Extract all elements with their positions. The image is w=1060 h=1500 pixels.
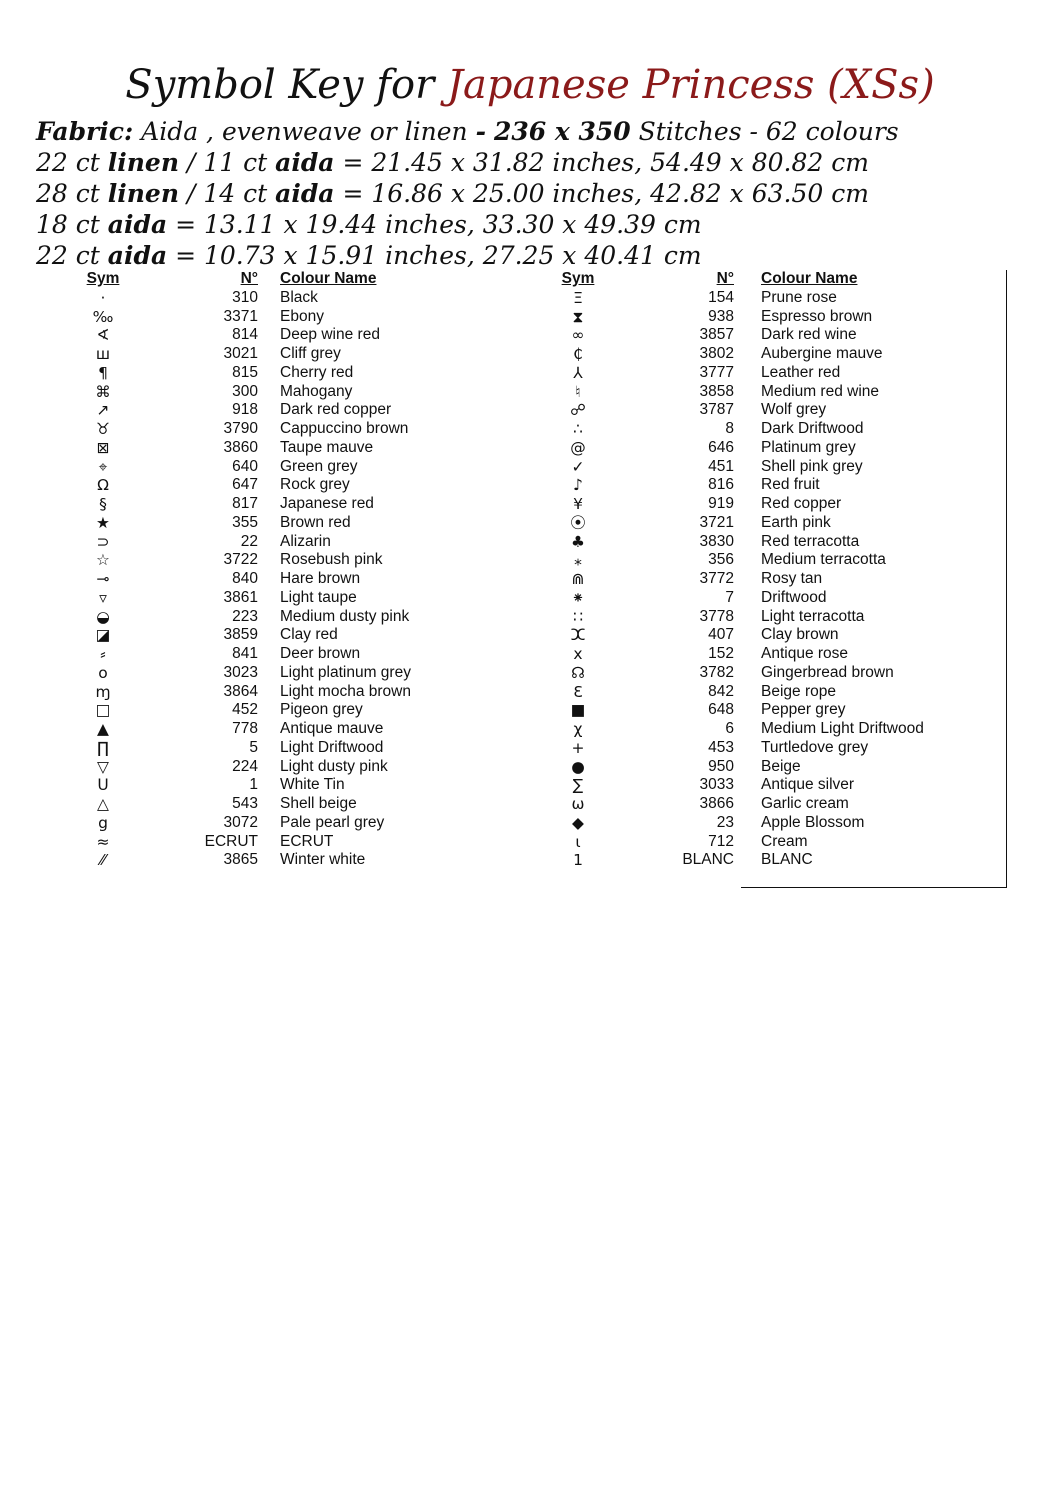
- number-cell: 815: [232, 363, 258, 381]
- spec-row-22-linen: [36, 147, 1036, 178]
- spec-fabric-word: aida: [107, 241, 168, 270]
- number-cell: 647: [232, 476, 258, 494]
- table-row: [545, 720, 1005, 739]
- table-row: [70, 458, 490, 477]
- symbol-cell: ◆: [572, 813, 584, 832]
- symbol-cell: ⌖: [98, 457, 108, 476]
- symbol-cell: @: [570, 438, 586, 457]
- colour-name-cell: Light dusty pink: [280, 757, 388, 775]
- table-row: [70, 495, 490, 514]
- table-row: [70, 701, 490, 720]
- colour-name-cell: Medium terracotta: [761, 551, 886, 569]
- colour-name-cell: Deer brown: [280, 645, 361, 662]
- spec-fabric-word: aida: [275, 148, 335, 177]
- number-cell: 7: [725, 588, 734, 606]
- symbol-cell: ⊠: [96, 438, 110, 457]
- colour-name-cell: Leather red: [761, 363, 841, 381]
- table-row: [545, 476, 1005, 495]
- symbol-cell: ⁎: [574, 551, 582, 570]
- symbol-key-table: [0, 270, 1060, 890]
- colour-name-cell: Antique rose: [761, 645, 849, 662]
- symbol-cell: ≈: [96, 832, 110, 851]
- left-column: [70, 270, 490, 870]
- colour-name-cell: Alizarin: [280, 532, 331, 550]
- number-cell: 23: [716, 813, 734, 831]
- table-row: [70, 739, 490, 758]
- number-cell: 152: [708, 645, 734, 662]
- title-prefix: Symbol Key for: [125, 62, 435, 108]
- symbol-cell: ▿: [99, 588, 107, 607]
- symbol-cell: +: [571, 738, 585, 757]
- right-rows: [545, 289, 1005, 870]
- stitches-label: Stitches - 62 colours: [638, 117, 899, 146]
- table-row: [545, 345, 1005, 364]
- spec-row-22-aida: [36, 240, 1036, 271]
- colour-name-cell: Black: [280, 288, 318, 306]
- table-row: [70, 683, 490, 702]
- table-row: [545, 776, 1005, 795]
- symbol-cell: ♉: [96, 420, 110, 438]
- fabric-specs: [36, 116, 1036, 271]
- symbol-cell: ¥: [573, 495, 583, 513]
- symbol-cell: ⋒: [571, 570, 585, 588]
- table-row: [70, 383, 490, 402]
- symbol-cell: Ω: [97, 476, 109, 495]
- number-cell: 842: [708, 682, 734, 700]
- colour-name-cell: Cappuccino brown: [280, 420, 409, 437]
- number-cell: 816: [708, 476, 734, 494]
- spec-fabric-word: aida: [107, 210, 168, 239]
- symbol-cell: ☊: [571, 663, 585, 682]
- colour-name-cell: Light platinum grey: [280, 663, 411, 681]
- number-cell: ECRUT: [204, 832, 258, 850]
- table-row: [70, 570, 490, 589]
- table-row: [70, 758, 490, 777]
- table-row: [70, 551, 490, 570]
- colour-name-cell: Light terracotta: [761, 607, 865, 625]
- table-row: [545, 420, 1005, 439]
- spec-row-28-linen: [36, 178, 1036, 209]
- table-row: [545, 364, 1005, 383]
- symbol-cell: ♣: [571, 532, 585, 551]
- number-cell: 3861: [223, 588, 258, 606]
- symbol-cell: x: [573, 645, 583, 663]
- table-row: [70, 364, 490, 383]
- symbol-cell: ¶: [98, 363, 108, 382]
- symbol-cell: ◒: [96, 607, 110, 626]
- table-row: [545, 458, 1005, 477]
- colour-name-cell: Hare brown: [280, 570, 361, 587]
- symbol-cell: △: [97, 795, 109, 813]
- symbol-cell: ☍: [570, 401, 586, 420]
- number-cell: 355: [232, 513, 258, 531]
- colour-name-cell: Medium red wine: [761, 382, 880, 400]
- symbol-cell: ∷: [573, 607, 583, 626]
- number-cell: 3021: [223, 345, 258, 362]
- symbol-cell: ◪: [95, 626, 111, 645]
- symbol-cell: ▲: [97, 720, 109, 738]
- number-cell: 223: [232, 607, 258, 625]
- symbol-cell: ⁕: [571, 588, 585, 607]
- spec-dimensions: = 10.73 x 15.91 inches, 27.25 x 40.41 cm: [175, 241, 702, 270]
- number-cell: 407: [708, 626, 734, 644]
- table-bottom-border: [741, 887, 1007, 888]
- number-cell: 778: [232, 720, 258, 737]
- number-cell: 6: [725, 720, 734, 737]
- symbol-cell: ⊸: [96, 570, 110, 588]
- colour-name-cell: Taupe mauve: [280, 438, 374, 456]
- symbol-cell: ∏: [97, 738, 109, 757]
- symbol-cell: ‰: [92, 307, 114, 326]
- spec-fabric-word: linen: [107, 179, 180, 208]
- table-row: [70, 851, 490, 870]
- colour-name-cell: Antique silver: [761, 776, 855, 794]
- table-row: [545, 401, 1005, 420]
- colour-name-cell: Pale pearl grey: [280, 813, 385, 831]
- number-cell: 3371: [223, 307, 258, 325]
- colour-name-cell: Wolf grey: [761, 401, 827, 419]
- spec-count: 22 ct: [36, 241, 100, 270]
- colour-name-cell: Earth pink: [761, 513, 831, 531]
- symbol-cell: §: [99, 495, 107, 513]
- number-cell: 950: [708, 757, 734, 775]
- symbol-cell: ɩ: [575, 832, 581, 851]
- number-cell: 712: [708, 832, 734, 850]
- table-row: [70, 345, 490, 364]
- number-cell: 938: [708, 307, 734, 325]
- symbol-cell: ш: [95, 345, 111, 363]
- colour-name-cell: Aubergine mauve: [761, 345, 883, 362]
- table-row: [545, 739, 1005, 758]
- colour-name-cell: Clay red: [280, 626, 338, 644]
- fabric-types: Aida , evenweave or linen: [141, 117, 468, 146]
- table-row: [70, 308, 490, 327]
- colour-name-cell: Deep wine red: [280, 326, 380, 344]
- colour-name-cell: BLANC: [761, 851, 813, 869]
- symbol-cell: ✓: [571, 457, 585, 476]
- table-row: [545, 589, 1005, 608]
- table-row: [545, 626, 1005, 645]
- table-row: [545, 570, 1005, 589]
- number-cell: 3866: [699, 795, 734, 812]
- table-row: [545, 551, 1005, 570]
- table-row: [70, 814, 490, 833]
- colour-name-cell: Pigeon grey: [280, 701, 363, 719]
- number-cell: 648: [708, 701, 734, 719]
- colour-name-cell: Clay brown: [761, 626, 839, 644]
- colour-name-cell: Gingerbread brown: [761, 663, 894, 681]
- symbol-cell: g: [98, 813, 108, 832]
- table-row: [545, 664, 1005, 683]
- table-row: [545, 439, 1005, 458]
- number-cell: 840: [232, 570, 258, 587]
- number-cell: 453: [708, 738, 734, 756]
- symbol-cell: ☆: [96, 551, 110, 570]
- number-cell: 451: [708, 457, 734, 475]
- table-row: [70, 664, 490, 683]
- number-cell: 3857: [699, 326, 734, 344]
- table-row: [545, 514, 1005, 533]
- symbol-cell: ▽: [97, 757, 109, 776]
- symbol-cell: ♮: [575, 382, 581, 401]
- number-cell: 3072: [223, 813, 258, 831]
- spec-count: 28 ct: [36, 179, 100, 208]
- table-row: [545, 383, 1005, 402]
- number-cell: 3860: [223, 438, 258, 456]
- symbol-cell: ∞: [571, 326, 585, 345]
- number-cell: 3864: [223, 682, 258, 700]
- symbol-cell: o: [98, 663, 108, 682]
- colour-name-cell: Antique mauve: [280, 720, 384, 737]
- symbol-cell: ᑌ: [97, 776, 109, 795]
- colour-name-cell: Shell beige: [280, 795, 357, 812]
- symbol-cell: ■: [570, 701, 586, 720]
- number-cell: 452: [232, 701, 258, 719]
- colour-name-cell: Winter white: [280, 851, 366, 869]
- table-row: [545, 533, 1005, 552]
- number-cell: 3858: [699, 382, 734, 400]
- colour-name-cell: Cherry red: [280, 363, 354, 381]
- table-row: [545, 495, 1005, 514]
- table-row: [70, 476, 490, 495]
- number-cell: 640: [232, 457, 258, 475]
- table-row: [545, 851, 1005, 870]
- stitch-count: 236 x 350: [493, 117, 631, 146]
- table-row: [70, 720, 490, 739]
- table-row: [70, 833, 490, 852]
- table-row: [545, 833, 1005, 852]
- table-header: [545, 270, 1005, 289]
- colour-name-cell: Japanese red: [280, 495, 374, 512]
- number-cell: 3023: [223, 663, 258, 681]
- colour-name-cell: Green grey: [280, 457, 358, 475]
- number-cell: 3033: [699, 776, 734, 794]
- number-cell: 3787: [699, 401, 734, 419]
- colour-name-cell: Brown red: [280, 513, 351, 531]
- table-row: [70, 776, 490, 795]
- number-cell: BLANC: [682, 851, 734, 869]
- number-cell: 3830: [699, 532, 734, 550]
- colour-name-cell: Beige: [761, 757, 801, 775]
- number-cell: 310: [232, 288, 258, 306]
- symbol-cell: ∢: [96, 326, 110, 345]
- header-sym: Sym: [86, 270, 120, 287]
- number-cell: 543: [232, 795, 258, 812]
- number-cell: 3722: [223, 551, 258, 569]
- table-row: [545, 701, 1005, 720]
- colour-name-cell: Driftwood: [761, 588, 827, 606]
- number-cell: 919: [708, 495, 734, 512]
- symbol-cell: 1: [573, 851, 583, 870]
- colour-name-cell: Cliff grey: [280, 345, 341, 362]
- table-row: [545, 814, 1005, 833]
- colour-name-cell: White Tin: [280, 776, 345, 794]
- colour-name-cell: Apple Blossom: [761, 813, 865, 831]
- number-cell: 3772: [699, 570, 734, 587]
- table-row: [70, 795, 490, 814]
- number-cell: 646: [708, 438, 734, 456]
- number-cell: 3790: [223, 420, 258, 437]
- right-column: [545, 270, 1005, 870]
- spec-dimensions: = 13.11 x 19.44 inches, 33.30 x 49.39 cm: [175, 210, 702, 239]
- colour-name-cell: Rosebush pink: [280, 551, 383, 569]
- table-row: [545, 326, 1005, 345]
- colour-name-cell: Red terracotta: [761, 532, 860, 550]
- number-cell: 3782: [699, 663, 734, 681]
- colour-name-cell: Medium Light Driftwood: [761, 720, 924, 737]
- table-row: [70, 326, 490, 345]
- left-rows: [70, 289, 490, 870]
- colour-name-cell: Cream: [761, 832, 808, 850]
- colour-name-cell: Light Driftwood: [280, 738, 384, 756]
- number-cell: 841: [232, 645, 258, 662]
- header-colour-name: Colour Name: [280, 270, 377, 287]
- header-num: N°: [716, 270, 734, 287]
- symbol-cell: □: [95, 701, 111, 720]
- colour-name-cell: Ebony: [280, 307, 324, 325]
- symbol-cell: χ: [573, 720, 583, 738]
- number-cell: 3859: [223, 626, 258, 644]
- number-cell: 3802: [699, 345, 734, 362]
- table-row: [70, 420, 490, 439]
- symbol-cell: Ξ: [573, 288, 583, 307]
- colour-name-cell: Garlic cream: [761, 795, 849, 812]
- spec-count: 18 ct: [36, 210, 100, 239]
- colour-name-cell: Rosy tan: [761, 570, 823, 587]
- colour-name-cell: Mahogany: [280, 382, 353, 400]
- colour-name-cell: Turtledove grey: [761, 738, 869, 756]
- spec-fabric: [36, 116, 1036, 147]
- number-cell: 817: [232, 495, 258, 512]
- table-row: [70, 626, 490, 645]
- colour-name-cell: Rock grey: [280, 476, 350, 494]
- spec-dimensions: = 16.86 x 25.00 inches, 42.82 x 63.50 cm: [342, 179, 869, 208]
- number-cell: 3721: [699, 513, 734, 531]
- table-row: [545, 289, 1005, 308]
- table-row: [70, 514, 490, 533]
- spec-row-18-aida: [36, 209, 1036, 240]
- symbol-cell: ⁄⁄: [100, 851, 106, 870]
- symbol-cell: ↗: [96, 401, 110, 420]
- header-sym: Sym: [561, 270, 595, 287]
- symbol-cell: ⧗: [572, 307, 584, 326]
- symbol-cell: ⅄: [573, 363, 583, 382]
- table-row: [545, 308, 1005, 327]
- table-row: [545, 608, 1005, 627]
- table-header: [70, 270, 490, 289]
- number-cell: 3778: [699, 607, 734, 625]
- number-cell: 3865: [223, 851, 258, 869]
- colour-name-cell: Medium dusty pink: [280, 607, 410, 625]
- spec-count: 22 ct: [36, 148, 100, 177]
- colour-name-cell: Pepper grey: [761, 701, 846, 719]
- symbol-cell: ♪: [573, 476, 583, 495]
- number-cell: 300: [232, 382, 258, 400]
- colour-name-cell: Beige rope: [761, 682, 836, 700]
- table-row: [70, 608, 490, 627]
- number-cell: 356: [708, 551, 734, 569]
- symbol-cell: ∴: [573, 420, 583, 438]
- spec-fabric-word: linen: [107, 148, 180, 177]
- table-right-border: [1006, 270, 1007, 888]
- colour-name-cell: Red copper: [761, 495, 842, 512]
- symbol-cell: ⵋ: [570, 626, 586, 645]
- table-row: [70, 289, 490, 308]
- symbol-cell: ɱ: [95, 682, 111, 701]
- colour-name-cell: ECRUT: [280, 832, 334, 850]
- header-num: N°: [240, 270, 258, 287]
- number-cell: 8: [725, 420, 734, 437]
- header-colour-name: Colour Name: [761, 270, 858, 287]
- table-row: [545, 795, 1005, 814]
- pattern-name: Japanese Princess (XSs): [446, 62, 935, 108]
- symbol-cell: ·: [100, 288, 106, 307]
- table-row: [70, 439, 490, 458]
- colour-name-cell: Platinum grey: [761, 438, 856, 456]
- colour-name-cell: Prune rose: [761, 288, 837, 306]
- table-row: [70, 401, 490, 420]
- number-cell: 918: [232, 401, 258, 419]
- table-row: [545, 683, 1005, 702]
- number-cell: 814: [232, 326, 258, 344]
- fabric-label: Fabric:: [36, 117, 134, 146]
- symbol-cell: ⌘: [95, 382, 111, 401]
- symbol-cell: ₵: [573, 345, 583, 363]
- table-row: [545, 645, 1005, 664]
- table-row: [70, 589, 490, 608]
- number-cell: 22: [240, 532, 258, 550]
- spec-sep: / 11 ct: [186, 148, 268, 177]
- symbol-cell: ●: [571, 757, 585, 776]
- table-row: [70, 533, 490, 552]
- spec-sep: / 14 ct: [186, 179, 268, 208]
- colour-name-cell: Light mocha brown: [280, 682, 411, 700]
- spec-dimensions: = 21.45 x 31.82 inches, 54.49 x 80.82 cm: [342, 148, 869, 177]
- colour-name-cell: Light taupe: [280, 588, 357, 606]
- symbol-cell: ω: [571, 795, 585, 813]
- symbol-cell: ⸗: [100, 645, 106, 663]
- page-title: [0, 62, 1060, 108]
- colour-name-cell: Shell pink grey: [761, 457, 863, 475]
- number-cell: 3777: [699, 363, 734, 381]
- symbol-cell: ⊃: [96, 532, 110, 551]
- colour-name-cell: Dark Driftwood: [761, 420, 864, 437]
- symbol-cell: ∑: [572, 776, 584, 795]
- table-row: [70, 645, 490, 664]
- number-cell: 224: [232, 757, 258, 775]
- colour-name-cell: Dark red wine: [761, 326, 857, 344]
- colour-name-cell: Espresso brown: [761, 307, 873, 325]
- symbol-cell: Ɛ: [573, 682, 583, 701]
- colour-name-cell: Red fruit: [761, 476, 820, 494]
- spec-fabric-word: aida: [275, 179, 335, 208]
- symbol-cell: ⦿: [570, 513, 586, 532]
- number-cell: 154: [708, 288, 734, 306]
- table-row: [545, 758, 1005, 777]
- number-cell: 1: [249, 776, 258, 794]
- fabric-dash: -: [475, 117, 486, 146]
- colour-name-cell: Dark red copper: [280, 401, 392, 419]
- symbol-cell: ★: [96, 513, 110, 532]
- number-cell: 5: [249, 738, 258, 756]
